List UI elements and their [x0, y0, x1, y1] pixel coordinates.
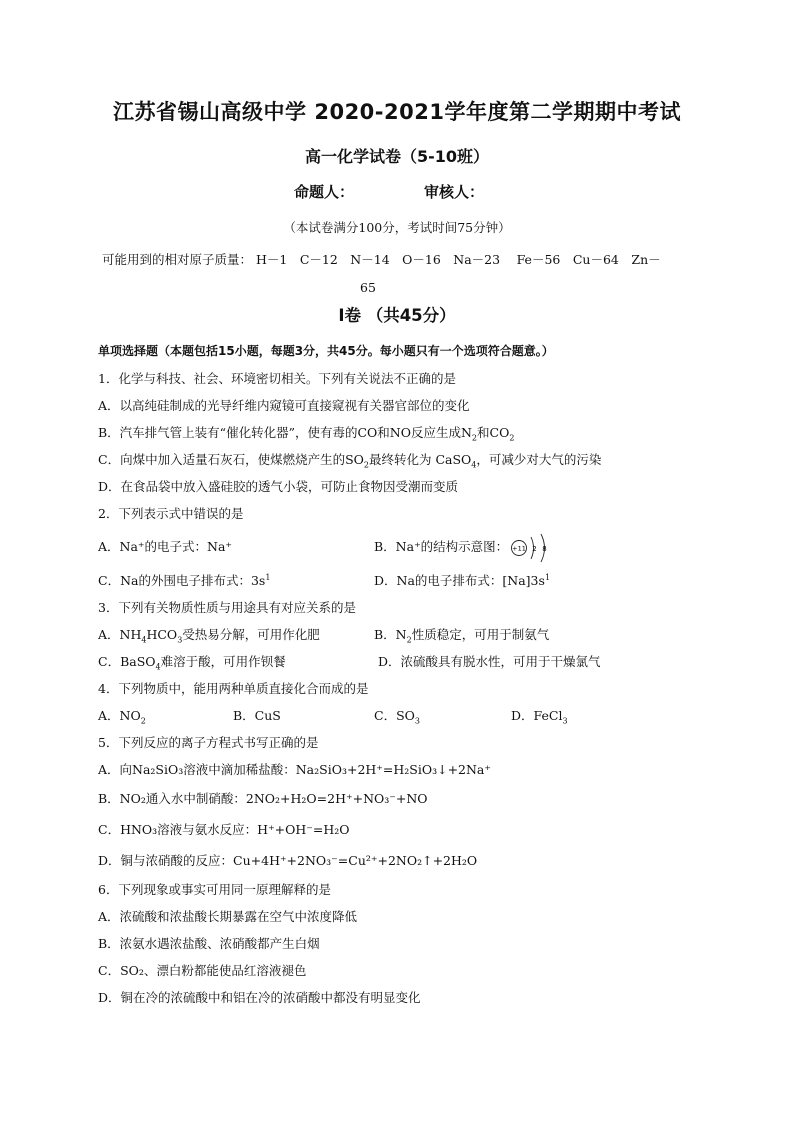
svg-text:+11: +11: [512, 544, 527, 552]
atomic-masses: [102, 246, 702, 302]
q2-option-a: A．Na⁺的电子式：Na⁺: [98, 539, 233, 554]
exam-subtitle: 高一化学试卷（5-10班）: [304, 147, 490, 166]
q2-options-cd: [98, 567, 718, 594]
q3-options-ab: [98, 621, 718, 648]
q4-options: [98, 702, 718, 729]
questions: [98, 338, 718, 1011]
q2-option-d: D．Na的电子排布式：$[Na]3s^1$: [374, 572, 551, 588]
reviewer-label: 审核人：: [424, 183, 485, 201]
q6-stem: 6．下列现象或事实可用同一原理解释的是: [98, 882, 331, 897]
q3-option-c: C．BaSO$_4$难溶于酸，可用作钡餐: [98, 654, 286, 672]
svg-text:8: 8: [542, 544, 547, 553]
q5-stem: 5．下列反应的离子方程式书写正确的是: [98, 735, 319, 750]
atomic-masses-line1: 可能用到的相对原子质量： H－1 C－12 N－14 O－16 Na－23 Fe－56 Cu－64 Zn－: [102, 252, 661, 267]
q4-option-b: B．CuS: [233, 708, 281, 723]
q2-options-ab: [98, 527, 718, 567]
author-label: 命题人：: [294, 183, 355, 201]
section-title: I卷 （共45分）: [338, 306, 456, 325]
q2-option-b: B．Na⁺的结构示意图： +11 2 8: [374, 527, 558, 567]
q2-option-c: C．Na的外围电子排布式：$3s^1$: [98, 572, 271, 588]
q4-option-d: D．FeCl$_3$: [511, 708, 568, 726]
exam-note: （本试卷满分100分，考试时间75分钟）: [283, 220, 511, 235]
q6-option-d: D．铜在冷的浓硫酸中和铝在冷的浓硝酸中都没有明显变化: [98, 990, 421, 1005]
svg-text:2: 2: [532, 544, 537, 553]
q3-option-a: A．$NH_4HCO_3$受热易分解，可用作化肥: [98, 627, 320, 645]
q5-option-a: A．向Na₂SiO₃溶液中滴加稀盐酸：Na₂SiO₃+2H⁺=H₂SiO₃↓+2Na⁺: [98, 762, 491, 777]
q1-option-d: D．在食品袋中放入盛硅胶的透气小袋，可防止食物因受潮而变质: [98, 479, 459, 494]
q3-option-d: D．浓硫酸具有脱水性，可用于干燥氯气: [378, 654, 601, 669]
q4-option-a: A．$NO_2$: [98, 708, 146, 726]
q2-stem: 2．下列表示式中错误的是: [98, 506, 244, 521]
q1-option-c: C．向煤中加入适量石灰石，使煤燃烧产生的$SO_2$最终转化为 CaSO$_4$，可减少对大气的污染: [98, 452, 602, 470]
atomic-masses-line2: 65: [360, 280, 376, 295]
q3-options-cd: [98, 648, 718, 675]
q3-option-b: B．$N_2$性质稳定，可用于制氨气: [374, 627, 550, 645]
q5-option-d: D．铜与浓硝酸的反应：Cu+4H⁺+2NO₃⁻=Cu²⁺+2NO₂↑+2H₂O: [98, 853, 478, 868]
q4-stem: 4．下列物质中，能用两种单质直接化合而成的是: [98, 681, 369, 696]
q6-option-b: B．浓氨水遇浓盐酸、浓硝酸都产生白烟: [98, 936, 320, 951]
q5-option-c: C．HNO₃溶液与氨水反应：H⁺+OH⁻=H₂O: [98, 822, 350, 837]
q1-stem: 1．化学与科技、社会、环境密切相关。下列有关说法不正确的是: [98, 371, 456, 386]
section-instruction: 单项选择题（本题包括15小题，每题3分，共45分。每小题只有一个选项符合题意。）: [98, 344, 554, 358]
exam-title: 江苏省锡山高级中学 2020-2021学年度第二学期期中考试: [113, 100, 681, 124]
q1-option-b: B．汽车排气管上装有“催化转化器”，使有毒的CO和NO反应生成$N_2$和$CO_2$: [98, 425, 515, 443]
sodium-ion-structure-diagram: [510, 530, 558, 566]
q5-option-b: B．NO₂通入水中制硝酸：2NO₂+H₂O=2H⁺+NO₃⁻+NO: [98, 791, 428, 806]
q1-option-a: A．以高纯硅制成的光导纤维内窥镜可直接窥视有关器官部位的变化: [98, 398, 470, 413]
q6-option-a: A．浓硫酸和浓盐酸长期暴露在空气中浓度降低: [98, 909, 358, 924]
q6-option-c: C．SO₂、漂白粉都能使品红溶液褪色: [98, 963, 307, 978]
q4-option-c: C．$SO_3$: [374, 708, 420, 726]
q3-stem: 3．下列有关物质性质与用途具有对应关系的是: [98, 600, 356, 615]
